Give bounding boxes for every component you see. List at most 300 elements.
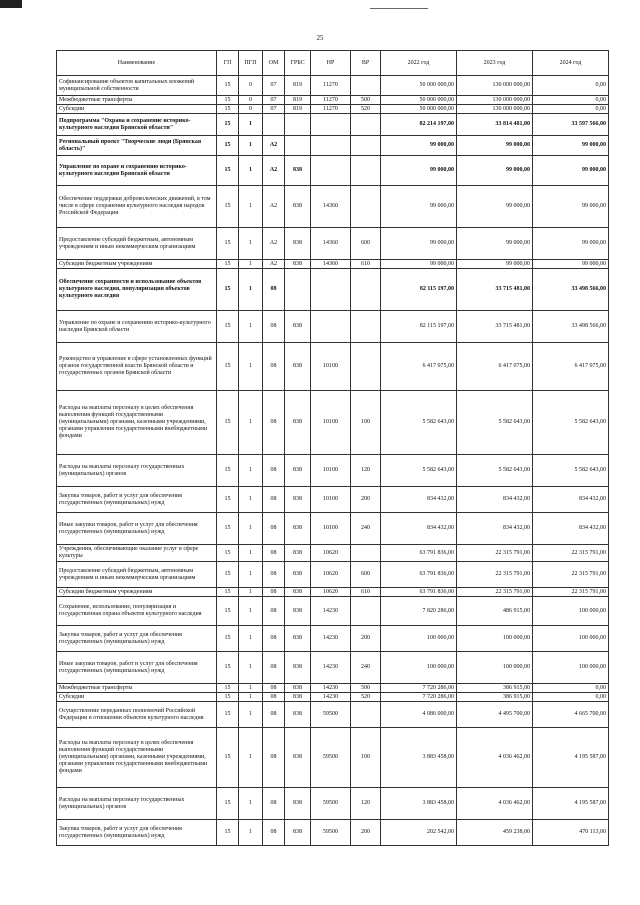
cell-y2023: 5 582 643,00 bbox=[457, 455, 533, 487]
cell-y2024: 4 665 700,00 bbox=[533, 702, 609, 728]
cell-gp: 15 bbox=[217, 820, 239, 846]
cell-y2022: 50 000 000,00 bbox=[381, 96, 457, 105]
cell-vr: 200 bbox=[351, 820, 381, 846]
cell-y2022: 202 542,00 bbox=[381, 820, 457, 846]
cell-y2022: 99 000,00 bbox=[381, 136, 457, 156]
cell-y2022: 99 000,00 bbox=[381, 186, 457, 228]
cell-name: Управление по охране и сохранению историко-культурного наследия Брянской области bbox=[57, 156, 217, 186]
cell-gp: 15 bbox=[217, 513, 239, 545]
cell-y2024: 4 195 587,00 bbox=[533, 728, 609, 788]
cell-vr bbox=[351, 136, 381, 156]
cell-gp: 15 bbox=[217, 728, 239, 788]
cell-gp: 15 bbox=[217, 788, 239, 820]
cell-name: Учреждения, обеспечивающие оказание услуг в сфере культуры bbox=[57, 545, 217, 562]
cell-name: Предоставление субсидий бюджетным, автономным учреждениям и иным некоммерческим организациям bbox=[57, 228, 217, 260]
cell-name: Расходы на выплаты персоналу в целях обеспечения выполнения функций государственными (муниципальными) органами, казенными учреждениями, органами управления государственными внебюджетными фондами bbox=[57, 391, 217, 455]
cell-grbs: 838 bbox=[285, 228, 311, 260]
cell-nr: 14230 bbox=[311, 684, 351, 693]
cell-pgp: 1 bbox=[239, 728, 263, 788]
cell-pgp: 1 bbox=[239, 343, 263, 391]
cell-y2022: 63 791 836,00 bbox=[381, 545, 457, 562]
cell-nr: 10100 bbox=[311, 487, 351, 513]
table-row bbox=[57, 588, 609, 597]
cell-grbs: 838 bbox=[285, 260, 311, 269]
cell-gp: 15 bbox=[217, 269, 239, 311]
cell-pgp: 1 bbox=[239, 513, 263, 545]
cell-nr: 14360 bbox=[311, 260, 351, 269]
cell-y2024: 6 417 075,00 bbox=[533, 343, 609, 391]
cell-om: 08 bbox=[263, 513, 285, 545]
cell-om: 08 bbox=[263, 702, 285, 728]
cell-name: Подпрограмма "Охрана и сохранение историко-культурного наследия Брянской области" bbox=[57, 114, 217, 136]
cell-pgp: 0 bbox=[239, 76, 263, 96]
cell-name: Расходы на выплаты персоналу государственных (муниципальных) органов bbox=[57, 788, 217, 820]
cell-om: A2 bbox=[263, 260, 285, 269]
table-row bbox=[57, 597, 609, 626]
cell-name: Субсидии bbox=[57, 105, 217, 114]
table-row bbox=[57, 652, 609, 684]
cell-y2022: 5 582 643,00 bbox=[381, 455, 457, 487]
table-row bbox=[57, 105, 609, 114]
cell-nr: 11270 bbox=[311, 96, 351, 105]
cell-y2023: 5 582 643,00 bbox=[457, 391, 533, 455]
cell-grbs: 838 bbox=[285, 702, 311, 728]
cell-nr: 11270 bbox=[311, 105, 351, 114]
cell-vr: 120 bbox=[351, 455, 381, 487]
cell-name: Субсидии bbox=[57, 693, 217, 702]
cell-y2022: 834 432,00 bbox=[381, 513, 457, 545]
table-body bbox=[57, 76, 609, 846]
cell-y2022: 82 115 197,00 bbox=[381, 311, 457, 343]
cell-om: 08 bbox=[263, 597, 285, 626]
cell-vr bbox=[351, 114, 381, 136]
cell-om: A2 bbox=[263, 228, 285, 260]
cell-y2023: 4 036 462,00 bbox=[457, 728, 533, 788]
cell-y2024: 33 498 566,00 bbox=[533, 269, 609, 311]
cell-vr: 520 bbox=[351, 105, 381, 114]
header-nr: НР bbox=[311, 51, 351, 76]
cell-y2022: 50 000 000,00 bbox=[381, 76, 457, 96]
cell-nr bbox=[311, 156, 351, 186]
table-row bbox=[57, 269, 609, 311]
cell-y2022: 6 417 075,00 bbox=[381, 343, 457, 391]
cell-vr bbox=[351, 76, 381, 96]
cell-grbs: 838 bbox=[285, 693, 311, 702]
cell-grbs: 819 bbox=[285, 76, 311, 96]
cell-vr: 520 bbox=[351, 693, 381, 702]
cell-y2022: 834 432,00 bbox=[381, 487, 457, 513]
cell-pgp: 0 bbox=[239, 96, 263, 105]
scan-top-rule bbox=[370, 8, 428, 9]
cell-nr bbox=[311, 269, 351, 311]
cell-gp: 15 bbox=[217, 156, 239, 186]
cell-vr: 500 bbox=[351, 684, 381, 693]
cell-vr bbox=[351, 597, 381, 626]
cell-y2024: 470 113,00 bbox=[533, 820, 609, 846]
cell-gp: 15 bbox=[217, 105, 239, 114]
cell-y2022: 100 000,00 bbox=[381, 626, 457, 652]
cell-nr: 10620 bbox=[311, 562, 351, 588]
cell-vr: 600 bbox=[351, 562, 381, 588]
cell-y2024: 0,00 bbox=[533, 684, 609, 693]
cell-y2022: 63 791 836,00 bbox=[381, 562, 457, 588]
cell-nr: 59500 bbox=[311, 820, 351, 846]
cell-om: 08 bbox=[263, 728, 285, 788]
cell-nr: 14360 bbox=[311, 186, 351, 228]
cell-grbs: 838 bbox=[285, 513, 311, 545]
cell-om: 08 bbox=[263, 487, 285, 513]
cell-name: Региональный проект "Творческие люди (Брянская область)" bbox=[57, 136, 217, 156]
cell-nr: 10620 bbox=[311, 545, 351, 562]
cell-y2023: 386 915,00 bbox=[457, 693, 533, 702]
cell-y2022: 82 115 197,00 bbox=[381, 269, 457, 311]
header-pgp: ПГП bbox=[239, 51, 263, 76]
header-grbs: ГРБС bbox=[285, 51, 311, 76]
cell-pgp: 1 bbox=[239, 588, 263, 597]
cell-y2023: 99 000,00 bbox=[457, 228, 533, 260]
cell-om bbox=[263, 114, 285, 136]
cell-name: Закупка товаров, работ и услуг для обеспечения государственных (муниципальных) нужд bbox=[57, 626, 217, 652]
cell-grbs: 838 bbox=[285, 487, 311, 513]
cell-y2023: 100 000,00 bbox=[457, 652, 533, 684]
cell-name: Осуществление переданных полномочий Российской Федерации в отношении объектов культурного наследия bbox=[57, 702, 217, 728]
cell-grbs: 838 bbox=[285, 588, 311, 597]
table-row bbox=[57, 702, 609, 728]
cell-om: 08 bbox=[263, 269, 285, 311]
cell-nr: 10100 bbox=[311, 343, 351, 391]
cell-y2022: 99 000,00 bbox=[381, 260, 457, 269]
table-row bbox=[57, 562, 609, 588]
cell-name: Руководство и управление в сфере установленных функций органов государственной власти Брянской области и государственных органов Брянской области bbox=[57, 343, 217, 391]
cell-y2022: 99 000,00 bbox=[381, 228, 457, 260]
cell-nr: 10100 bbox=[311, 513, 351, 545]
cell-y2024: 834 432,00 bbox=[533, 513, 609, 545]
header-name: Наименование bbox=[57, 51, 217, 76]
header-2024: 2024 год bbox=[533, 51, 609, 76]
cell-y2023: 33 814 481,00 bbox=[457, 114, 533, 136]
cell-vr: 100 bbox=[351, 728, 381, 788]
cell-pgp: 1 bbox=[239, 652, 263, 684]
cell-nr: 59500 bbox=[311, 728, 351, 788]
cell-y2023: 33 715 481,00 bbox=[457, 311, 533, 343]
cell-name: Иные закупки товаров, работ и услуг для обеспечения государственных (муниципальных) нужд bbox=[57, 513, 217, 545]
cell-vr: 240 bbox=[351, 652, 381, 684]
cell-name: Межбюджетные трансферты bbox=[57, 684, 217, 693]
cell-pgp: 1 bbox=[239, 820, 263, 846]
cell-pgp: 1 bbox=[239, 228, 263, 260]
cell-y2022: 7 820 286,00 bbox=[381, 597, 457, 626]
cell-om: 08 bbox=[263, 693, 285, 702]
cell-grbs bbox=[285, 136, 311, 156]
cell-om: 08 bbox=[263, 588, 285, 597]
cell-om: 08 bbox=[263, 311, 285, 343]
cell-y2024: 22 315 791,00 bbox=[533, 588, 609, 597]
cell-om: 07 bbox=[263, 96, 285, 105]
cell-y2022: 3 883 458,00 bbox=[381, 728, 457, 788]
cell-y2022: 4 086 000,00 bbox=[381, 702, 457, 728]
cell-name: Закупка товаров, работ и услуг для обеспечения государственных (муниципальных) нужд bbox=[57, 820, 217, 846]
cell-pgp: 1 bbox=[239, 260, 263, 269]
cell-vr bbox=[351, 311, 381, 343]
cell-gp: 15 bbox=[217, 562, 239, 588]
cell-y2024: 834 432,00 bbox=[533, 487, 609, 513]
cell-y2022: 63 791 836,00 bbox=[381, 588, 457, 597]
cell-y2022: 5 582 643,00 bbox=[381, 391, 457, 455]
cell-grbs: 838 bbox=[285, 562, 311, 588]
cell-nr: 14230 bbox=[311, 693, 351, 702]
cell-y2023: 834 432,00 bbox=[457, 487, 533, 513]
cell-grbs: 838 bbox=[285, 728, 311, 788]
header-2022: 2022 год bbox=[381, 51, 457, 76]
cell-pgp: 1 bbox=[239, 487, 263, 513]
cell-gp: 15 bbox=[217, 76, 239, 96]
table-row bbox=[57, 228, 609, 260]
table-row bbox=[57, 820, 609, 846]
cell-grbs: 838 bbox=[285, 788, 311, 820]
table-row bbox=[57, 626, 609, 652]
cell-gp: 15 bbox=[217, 455, 239, 487]
cell-grbs: 838 bbox=[285, 597, 311, 626]
cell-y2024: 4 195 587,00 bbox=[533, 788, 609, 820]
cell-y2023: 130 000 000,00 bbox=[457, 96, 533, 105]
cell-pgp: 1 bbox=[239, 186, 263, 228]
cell-gp: 15 bbox=[217, 626, 239, 652]
table-row bbox=[57, 684, 609, 693]
cell-y2022: 7 720 286,00 bbox=[381, 693, 457, 702]
cell-grbs bbox=[285, 114, 311, 136]
cell-y2024: 5 582 643,00 bbox=[533, 391, 609, 455]
cell-y2022: 82 214 197,00 bbox=[381, 114, 457, 136]
cell-vr: 200 bbox=[351, 626, 381, 652]
cell-name: Субсидии бюджетным учреждениям bbox=[57, 588, 217, 597]
cell-om: 08 bbox=[263, 455, 285, 487]
cell-y2023: 22 315 791,00 bbox=[457, 588, 533, 597]
cell-nr: 10620 bbox=[311, 588, 351, 597]
cell-pgp: 1 bbox=[239, 156, 263, 186]
cell-y2023: 386 915,00 bbox=[457, 684, 533, 693]
cell-gp: 15 bbox=[217, 487, 239, 513]
cell-grbs: 838 bbox=[285, 820, 311, 846]
cell-nr bbox=[311, 311, 351, 343]
header-om: ОМ bbox=[263, 51, 285, 76]
cell-pgp: 1 bbox=[239, 114, 263, 136]
cell-nr bbox=[311, 114, 351, 136]
cell-grbs: 838 bbox=[285, 156, 311, 186]
table-row bbox=[57, 76, 609, 96]
cell-vr: 120 bbox=[351, 788, 381, 820]
table-row bbox=[57, 114, 609, 136]
cell-y2022: 7 720 286,00 bbox=[381, 684, 457, 693]
budget-table bbox=[56, 50, 609, 846]
cell-om: 08 bbox=[263, 652, 285, 684]
cell-om: A2 bbox=[263, 156, 285, 186]
cell-y2024: 33 597 566,00 bbox=[533, 114, 609, 136]
table-header-row bbox=[57, 51, 609, 76]
table-row bbox=[57, 788, 609, 820]
scan-corner-mark bbox=[0, 0, 22, 8]
cell-grbs: 838 bbox=[285, 545, 311, 562]
cell-y2023: 130 000 000,00 bbox=[457, 76, 533, 96]
cell-y2023: 4 036 462,00 bbox=[457, 788, 533, 820]
cell-om: 07 bbox=[263, 105, 285, 114]
cell-vr bbox=[351, 343, 381, 391]
cell-gp: 15 bbox=[217, 228, 239, 260]
cell-y2024: 22 315 791,00 bbox=[533, 545, 609, 562]
cell-y2024: 0,00 bbox=[533, 96, 609, 105]
cell-name: Сохранение, использование, популяризация и государственная охрана объектов культурного наследия bbox=[57, 597, 217, 626]
cell-pgp: 1 bbox=[239, 455, 263, 487]
cell-pgp: 0 bbox=[239, 105, 263, 114]
header-vr: ВР bbox=[351, 51, 381, 76]
table-row bbox=[57, 136, 609, 156]
cell-grbs: 838 bbox=[285, 311, 311, 343]
cell-gp: 15 bbox=[217, 693, 239, 702]
cell-y2023: 99 000,00 bbox=[457, 136, 533, 156]
cell-name: Расходы на выплаты персоналу государственных (муниципальных) органов bbox=[57, 455, 217, 487]
cell-om: 08 bbox=[263, 343, 285, 391]
cell-om: 08 bbox=[263, 820, 285, 846]
cell-y2024: 99 000,00 bbox=[533, 156, 609, 186]
cell-y2022: 99 000,00 bbox=[381, 156, 457, 186]
cell-vr: 600 bbox=[351, 228, 381, 260]
cell-vr bbox=[351, 186, 381, 228]
cell-y2022: 3 883 458,00 bbox=[381, 788, 457, 820]
cell-pgp: 1 bbox=[239, 684, 263, 693]
cell-gp: 15 bbox=[217, 114, 239, 136]
cell-grbs: 838 bbox=[285, 343, 311, 391]
cell-nr: 14230 bbox=[311, 597, 351, 626]
table-row bbox=[57, 156, 609, 186]
cell-pgp: 1 bbox=[239, 545, 263, 562]
cell-vr: 500 bbox=[351, 96, 381, 105]
cell-pgp: 1 bbox=[239, 136, 263, 156]
cell-name: Обеспечение поддержки добровольческих движений, в том числе в сфере сохранения культурного наследия народов Российской Федерации bbox=[57, 186, 217, 228]
cell-gp: 15 bbox=[217, 684, 239, 693]
cell-name: Управление по охране и сохранению историко-культурного наследия Брянской области bbox=[57, 311, 217, 343]
cell-grbs: 838 bbox=[285, 684, 311, 693]
cell-vr: 100 bbox=[351, 391, 381, 455]
cell-grbs: 838 bbox=[285, 652, 311, 684]
cell-gp: 15 bbox=[217, 597, 239, 626]
cell-y2023: 130 000 000,00 bbox=[457, 105, 533, 114]
cell-nr: 14230 bbox=[311, 652, 351, 684]
cell-gp: 15 bbox=[217, 311, 239, 343]
cell-nr: 14230 bbox=[311, 626, 351, 652]
cell-y2023: 486 915,00 bbox=[457, 597, 533, 626]
cell-nr: 10100 bbox=[311, 455, 351, 487]
cell-y2024: 0,00 bbox=[533, 105, 609, 114]
cell-name: Расходы на выплаты персоналу в целях обеспечения выполнения функций государственными (муниципальными) органами, казенными учреждениями, органами управления государственными внебюджетными фондами bbox=[57, 728, 217, 788]
cell-pgp: 1 bbox=[239, 693, 263, 702]
cell-om: A2 bbox=[263, 186, 285, 228]
header-gp: ГП bbox=[217, 51, 239, 76]
table-row bbox=[57, 96, 609, 105]
cell-vr bbox=[351, 269, 381, 311]
cell-grbs: 819 bbox=[285, 96, 311, 105]
cell-om: 08 bbox=[263, 684, 285, 693]
cell-y2024: 0,00 bbox=[533, 693, 609, 702]
table-row bbox=[57, 260, 609, 269]
cell-name: Обеспечение сохранности и использование объектов культурного наследия, популяризация объектов культурного наследия bbox=[57, 269, 217, 311]
table-row bbox=[57, 343, 609, 391]
cell-y2023: 100 000,00 bbox=[457, 626, 533, 652]
cell-y2023: 459 238,00 bbox=[457, 820, 533, 846]
cell-y2024: 99 000,00 bbox=[533, 186, 609, 228]
cell-y2023: 4 495 700,00 bbox=[457, 702, 533, 728]
cell-y2024: 22 315 791,00 bbox=[533, 562, 609, 588]
table-row bbox=[57, 455, 609, 487]
page-number: 25 bbox=[316, 34, 324, 42]
header-2023: 2023 год bbox=[457, 51, 533, 76]
cell-om: 08 bbox=[263, 545, 285, 562]
table-row bbox=[57, 545, 609, 562]
cell-y2024: 0,00 bbox=[533, 76, 609, 96]
cell-y2024: 100 000,00 bbox=[533, 626, 609, 652]
table-row bbox=[57, 311, 609, 343]
cell-vr bbox=[351, 702, 381, 728]
cell-nr: 11270 bbox=[311, 76, 351, 96]
cell-name: Субсидии бюджетным учреждениям bbox=[57, 260, 217, 269]
cell-pgp: 1 bbox=[239, 626, 263, 652]
cell-pgp: 1 bbox=[239, 702, 263, 728]
cell-name: Межбюджетные трансферты bbox=[57, 96, 217, 105]
cell-y2022: 100 000,00 bbox=[381, 652, 457, 684]
cell-y2022: 50 000 000,00 bbox=[381, 105, 457, 114]
cell-om: 07 bbox=[263, 76, 285, 96]
cell-pgp: 1 bbox=[239, 391, 263, 455]
cell-grbs: 819 bbox=[285, 105, 311, 114]
cell-y2023: 834 432,00 bbox=[457, 513, 533, 545]
cell-y2024: 33 498 566,00 bbox=[533, 311, 609, 343]
cell-pgp: 1 bbox=[239, 269, 263, 311]
cell-grbs: 838 bbox=[285, 626, 311, 652]
cell-y2024: 99 000,00 bbox=[533, 260, 609, 269]
cell-vr: 200 bbox=[351, 487, 381, 513]
cell-y2023: 6 417 075,00 bbox=[457, 343, 533, 391]
cell-om: 08 bbox=[263, 626, 285, 652]
cell-om: 08 bbox=[263, 788, 285, 820]
cell-pgp: 1 bbox=[239, 788, 263, 820]
table-row bbox=[57, 693, 609, 702]
cell-grbs: 838 bbox=[285, 455, 311, 487]
cell-y2024: 100 000,00 bbox=[533, 652, 609, 684]
cell-gp: 15 bbox=[217, 343, 239, 391]
cell-vr: 240 bbox=[351, 513, 381, 545]
cell-vr: 610 bbox=[351, 588, 381, 597]
cell-gp: 15 bbox=[217, 186, 239, 228]
cell-pgp: 1 bbox=[239, 562, 263, 588]
cell-y2023: 99 000,00 bbox=[457, 156, 533, 186]
cell-grbs: 838 bbox=[285, 186, 311, 228]
cell-gp: 15 bbox=[217, 588, 239, 597]
table-row bbox=[57, 391, 609, 455]
cell-y2023: 99 000,00 bbox=[457, 186, 533, 228]
cell-name: Закупка товаров, работ и услуг для обеспечения государственных (муниципальных) нужд bbox=[57, 487, 217, 513]
cell-name: Иные закупки товаров, работ и услуг для обеспечения государственных (муниципальных) нужд bbox=[57, 652, 217, 684]
cell-gp: 15 bbox=[217, 702, 239, 728]
cell-gp: 15 bbox=[217, 96, 239, 105]
cell-gp: 15 bbox=[217, 652, 239, 684]
cell-pgp: 1 bbox=[239, 597, 263, 626]
cell-gp: 15 bbox=[217, 391, 239, 455]
cell-gp: 15 bbox=[217, 136, 239, 156]
cell-grbs bbox=[285, 269, 311, 311]
cell-nr: 59500 bbox=[311, 788, 351, 820]
table-row bbox=[57, 487, 609, 513]
table-row bbox=[57, 186, 609, 228]
cell-y2023: 33 715 481,00 bbox=[457, 269, 533, 311]
cell-grbs: 838 bbox=[285, 391, 311, 455]
